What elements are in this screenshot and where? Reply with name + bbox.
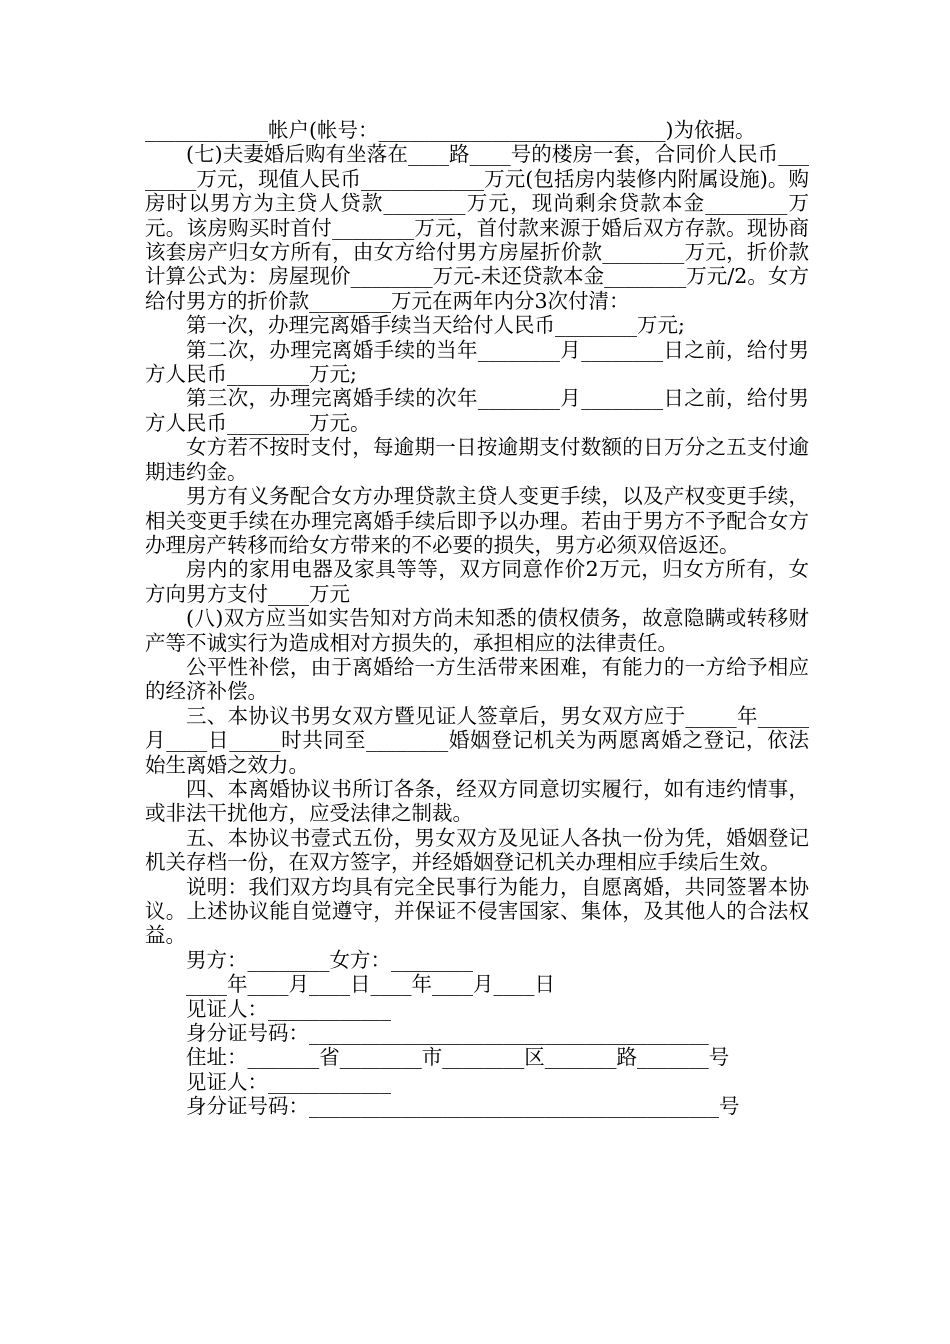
paragraph-compensation: 公平性补偿，由于离婚给一方生活带来困难，有能力的一方给予相应的经济补偿。 — [145, 654, 809, 704]
paragraph-loan-transfer: 男方有义务配合女方办理贷款主贷人变更手续，以及产权变更手续，相关变更手续在办理完离婚手续后即予以办理。若由于男方不予配合女方办理房产转移而给女方带来的不必要的损失，男方必须双倍返还。 — [145, 484, 809, 557]
paragraph-first-payment: 第一次，办理完离婚手续当天给付人民币________万元; — [186, 313, 685, 338]
paragraph-late-penalty: 女方若不按时支付，每逾期一日按逾期支付数额的日万分之五支付逾期违约金。 — [145, 435, 809, 484]
id-number-line-1: 身分证号码：_______________________________________ — [186, 1021, 709, 1046]
paragraph-appliances: 房内的家用电器及家具等等，双方同意作价2万元，归女方所有，女方向男方支付____万元 — [145, 557, 809, 606]
address-line: 住址：_______省________市________区_______路_______号 — [186, 1045, 730, 1070]
witness-line-1: 见证人：____________ — [186, 996, 391, 1021]
paragraph-clause-7-house: (七)夫妻婚后购有坐落在____路____号的楼房一套，合同价人民币________万元，现值人民币____________万元(包括房内装修内附属设施)。购房时以男方为主贷人贷款________万元，现尚剩余贷款本金________万元。该房购买时首付________万元，首付款来源于婚后双方存款。现协商该套房产归女方所有，由女方给付男方房屋折价款________万元，折价款计算公式为：房屋现价________万元-未还贷款本金________万元/2。女方给付男方的折价款________万元在两年内分3次付清： — [145, 142, 809, 313]
paragraph-clause-8-debts: (八)双方应当如实告知对方尚未知悉的债权债务，故意隐瞒或转移财产等不诚实行为造成相对方损失的，承担相应的法律责任。 — [145, 606, 809, 655]
paragraph-account-line: ____________帐户(帐号：____________________________)为依据。 — [145, 118, 756, 142]
id-number-line-2: 身分证号码：________________________________________号 — [186, 1094, 740, 1119]
witness-line-2: 见证人：____________ — [186, 1069, 391, 1094]
paragraph-statement: 说明：我们双方均具有完全民事行为能力，自愿离婚，共同签署本协议。上述协议能自觉遵守，并保证不侵害国家、集体，及其他人的合法权益。 — [145, 874, 809, 948]
paragraph-section-4-performance: 四、本离婚协议书所订各条，经双方同意切实履行，如有违约情事，或非法干扰他方，应受法律之制裁。 — [145, 776, 809, 826]
paragraph-second-payment: 第二次，办理完离婚手续的当年________月________日之前，给付男方人民币________万元; — [145, 337, 809, 387]
paragraph-section-5-copies: 五、本协议书壹式五份，男女双方及见证人各执一份为凭，婚姻登记机关存档一份，在双方签字，并经婚姻登记机关办理相应手续后生效。 — [145, 825, 809, 875]
paragraph-third-payment: 第三次，办理完离婚手续的次年________月________日之前，给付男方人民币________万元。 — [145, 386, 809, 435]
document-body — [145, 118, 809, 1119]
paragraph-section-3-registration: 三、本协议书男女双方暨见证人签章后，男女双方应于_____年_____月____日_____时共同至________婚姻登记机关为两愿离婚之登记，依法始生离婚之效力。 — [145, 703, 809, 777]
signature-line-dates: ____年____月____日____年____月____日 — [186, 972, 555, 997]
signature-line-parties: 男方：________女方：________ — [186, 947, 473, 972]
